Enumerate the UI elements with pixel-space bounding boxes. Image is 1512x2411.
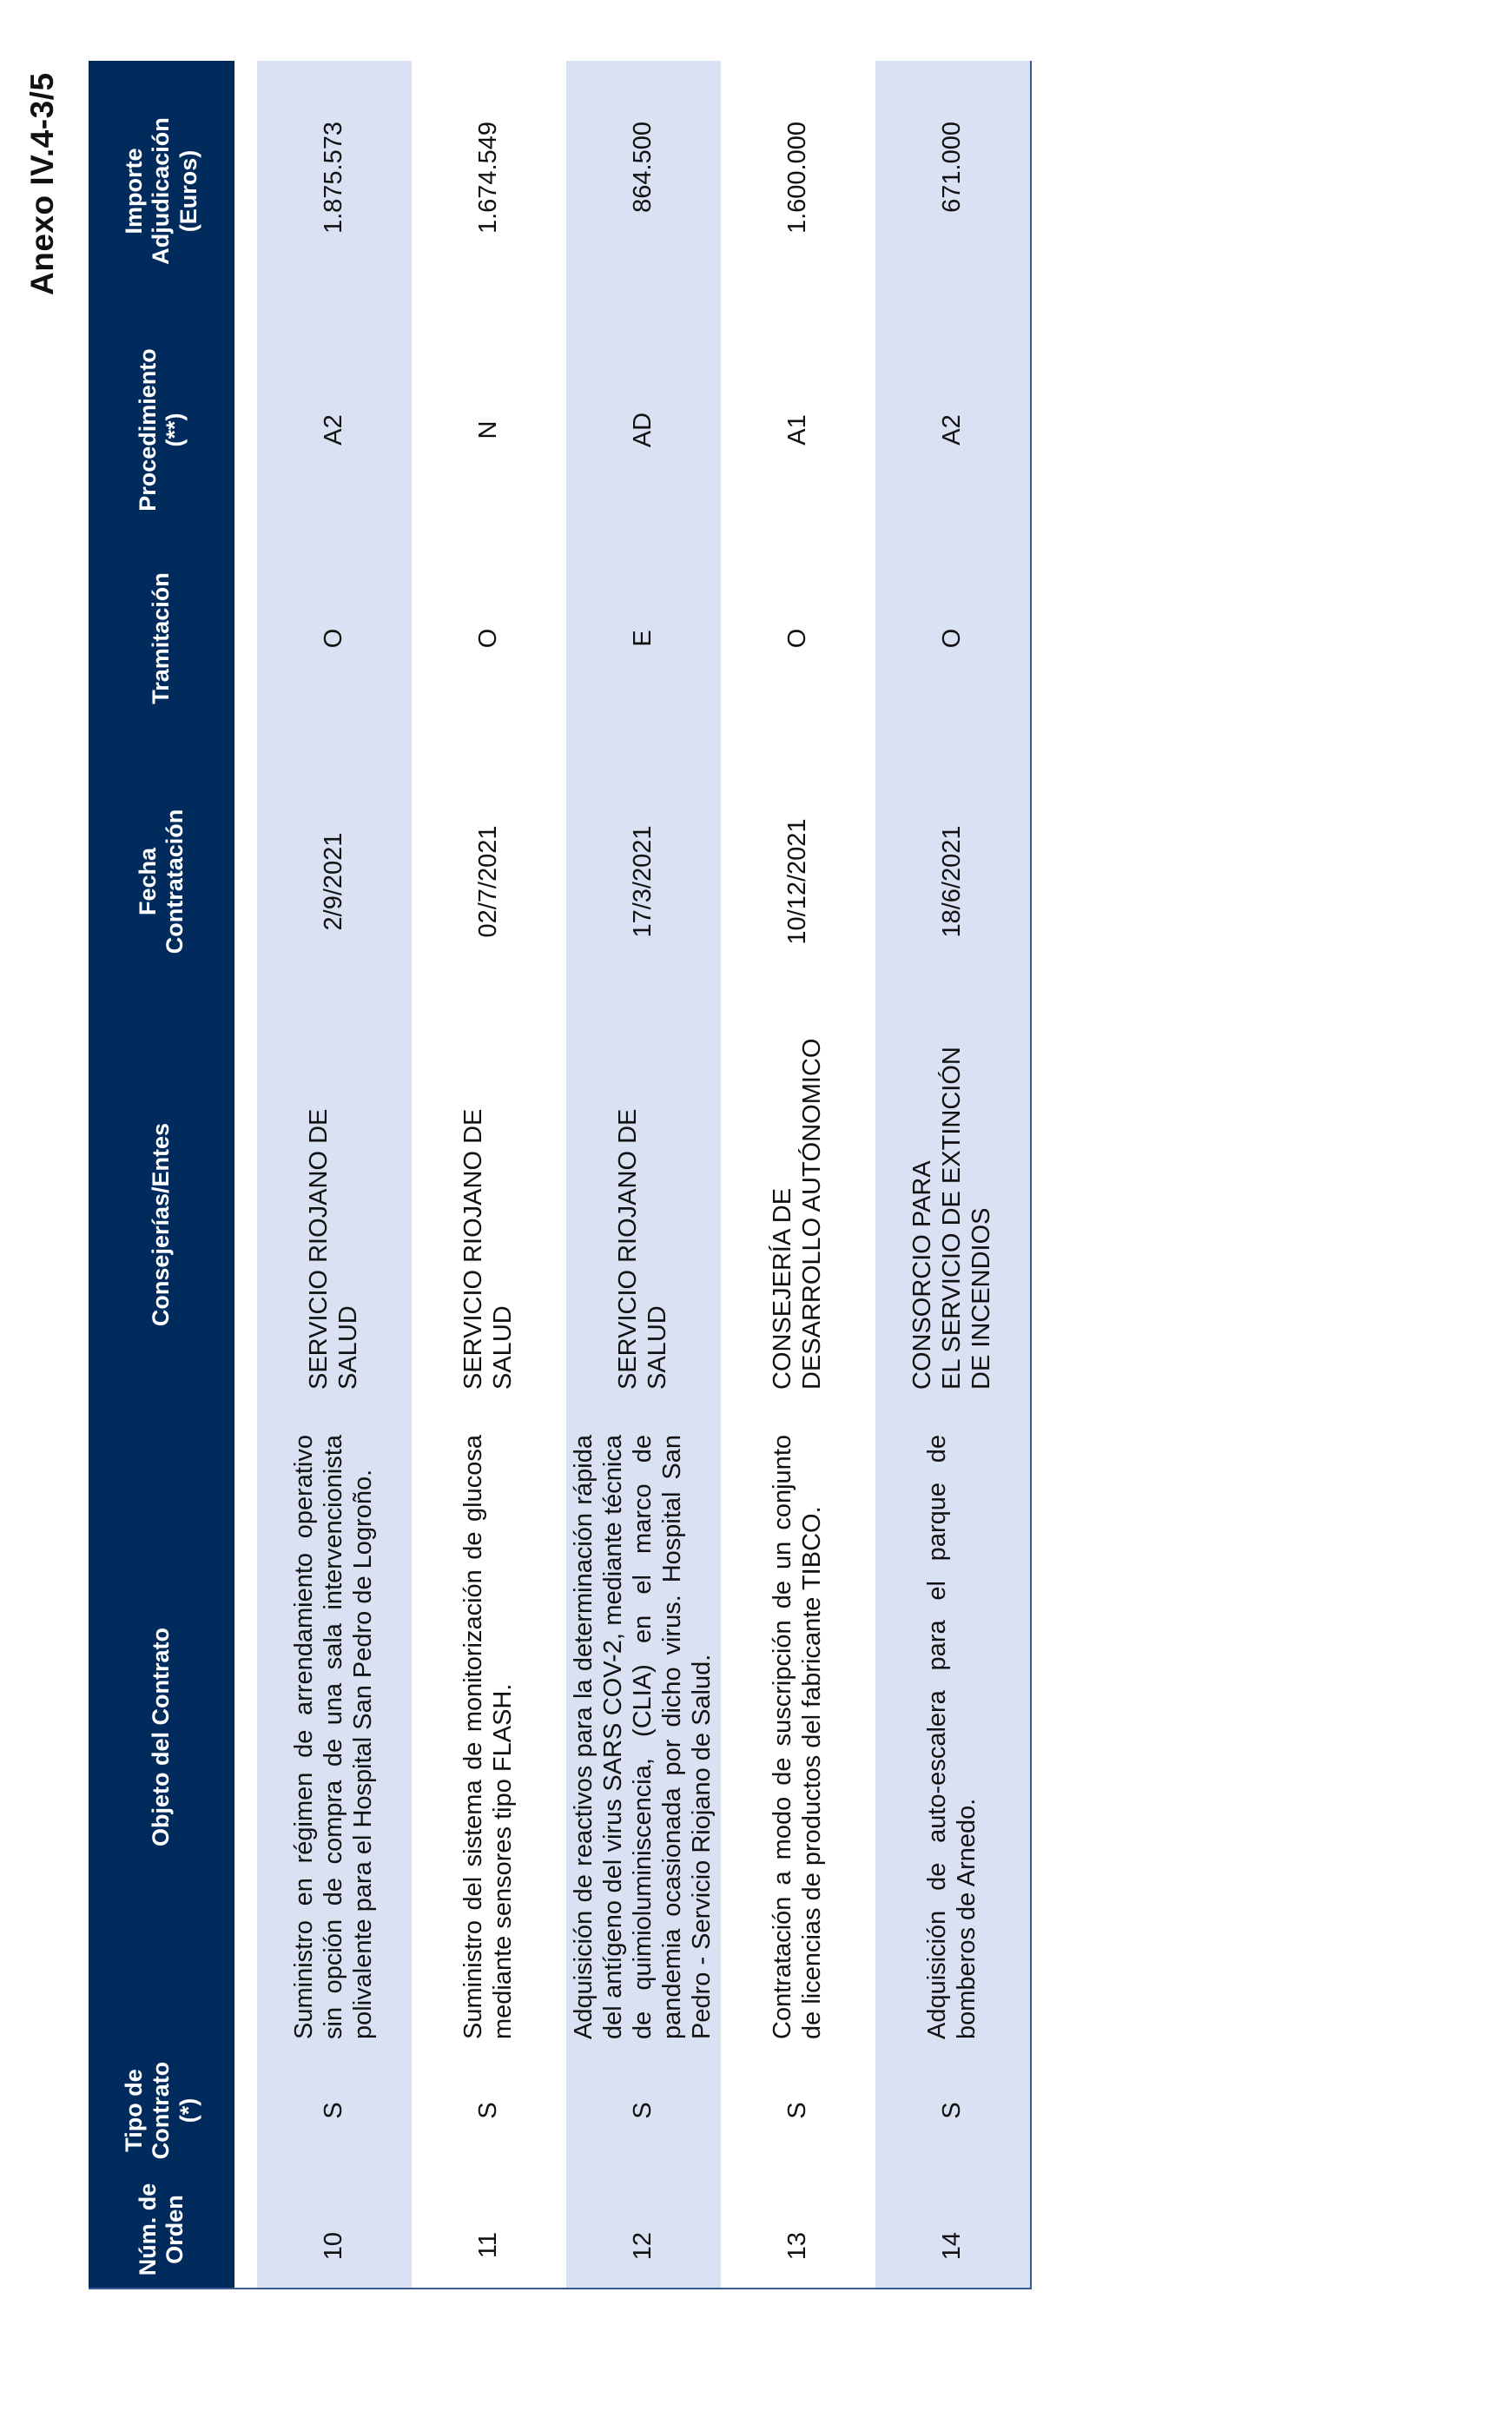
cell-ente: SERVICIO RIOJANO DE SALUD: [257, 1025, 412, 1424]
table-row: [412, 61, 566, 2289]
cell-importe: 864.500: [566, 61, 721, 321]
cell-tipo: S: [875, 2050, 1031, 2171]
cell-tramitacion: O: [412, 538, 566, 738]
cell-fecha: 10/12/2021: [721, 738, 875, 1025]
col-header-fecha: Fecha Contratación: [89, 738, 234, 1025]
cell-importe: 1.875.573: [257, 61, 412, 321]
col-header-procedimiento: Procedimiento (**): [89, 321, 234, 538]
cell-tipo: S: [566, 2050, 721, 2171]
col-header-objeto: Objeto del Contrato: [89, 1424, 234, 2050]
cell-orden: 10: [257, 2171, 412, 2289]
cell-procedimiento: A2: [875, 321, 1031, 538]
cell-tipo: S: [721, 2050, 875, 2171]
cell-tramitacion: O: [257, 538, 412, 738]
table-row: [721, 61, 875, 2289]
cell-ente: CONSORCIO PARA EL SERVICIO DE EXTINCIÓN DE INCENDIOS: [875, 1025, 1031, 1424]
cell-procedimiento: A1: [721, 321, 875, 538]
cell-objeto: Suministro del sistema de monitorización de glucosa mediante sensores tipo FLASH.: [412, 1424, 566, 2050]
cell-procedimiento: A2: [257, 321, 412, 538]
col-header-tramitacion: Tramitación: [89, 538, 234, 738]
cell-importe: 1.674.549: [412, 61, 566, 321]
cell-orden: 14: [875, 2171, 1031, 2289]
cell-ente: SERVICIO RIOJANO DE SALUD: [412, 1025, 566, 1424]
cell-objeto: Suministro en régimen de arrendamiento operativo sin opción de compra de una sala intervencionista polivalente para el Hospital San Pedro de Logroño.: [257, 1424, 412, 2050]
cell-orden: 11: [412, 2171, 566, 2289]
cell-fecha: 02/7/2021: [412, 738, 566, 1025]
spacer-row: [234, 61, 257, 2289]
contracts-table: [89, 61, 1032, 2289]
cell-objeto: Contratación a modo de suscripción de un conjunto de licencias de productos del fabricante TIBCO.: [721, 1424, 875, 2050]
col-header-importe: Importe Adjudicación (Euros): [89, 61, 234, 321]
cell-procedimiento: N: [412, 321, 566, 538]
cell-fecha: 18/6/2021: [875, 738, 1031, 1025]
cell-tramitacion: E: [566, 538, 721, 738]
annex-title: Anexo IV.4-3/5: [24, 72, 60, 295]
cell-objeto: Adquisición de auto-escalera para el parque de bomberos de Arnedo.: [875, 1424, 1031, 2050]
col-header-tipo: Tipo de Contrato (*): [89, 2050, 234, 2171]
cell-tramitacion: O: [875, 538, 1031, 738]
cell-ente: SERVICIO RIOJANO DE SALUD: [566, 1025, 721, 1424]
cell-orden: 12: [566, 2171, 721, 2289]
col-header-entes: Consejerías/Entes: [89, 1025, 234, 1424]
cell-tramitacion: O: [721, 538, 875, 738]
cell-procedimiento: AD: [566, 321, 721, 538]
table-row: [257, 61, 412, 2289]
cell-objeto: Adquisición de reactivos para la determinación rápida del antígeno del virus SARS COV-2, mediante técnica de quimioluminiscencia, (CLIA) en el marco de pandemia ocasionada por dicho virus. Hospital San Pedro - Servicio Riojano de Salud.: [566, 1424, 721, 2050]
cell-orden: 13: [721, 2171, 875, 2289]
cell-ente: CONSEJERÍA DE DESARROLLO AUTÓNOMICO: [721, 1025, 875, 1424]
table-row: [875, 61, 1031, 2289]
cell-importe: 671.000: [875, 61, 1031, 321]
col-header-orden: Núm. de Orden: [89, 2171, 234, 2289]
cell-fecha: 2/9/2021: [257, 738, 412, 1025]
cell-tipo: S: [257, 2050, 412, 2171]
cell-tipo: S: [412, 2050, 566, 2171]
cell-importe: 1.600.000: [721, 61, 875, 321]
header-row: [89, 61, 234, 2289]
cell-fecha: 17/3/2021: [566, 738, 721, 1025]
table-row: [566, 61, 721, 2289]
